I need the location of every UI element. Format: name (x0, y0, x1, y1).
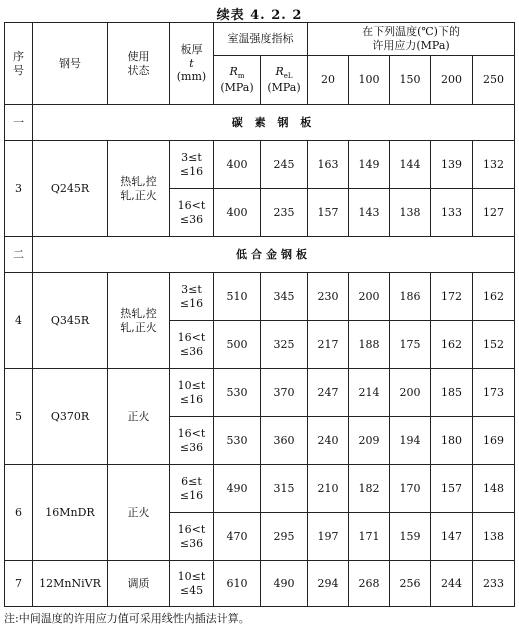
rm-value: 500 (214, 321, 261, 369)
allowable-stress-value: 127 (473, 189, 515, 237)
allowable-stress-table (4, 22, 515, 607)
col-header-rm-symbol: R (229, 65, 238, 79)
thickness-range (170, 417, 214, 465)
allowable-stress-value: 244 (431, 561, 473, 607)
allowable-stress-value: 162 (473, 273, 515, 321)
allowable-stress-value: 172 (431, 273, 473, 321)
allowable-stress-value: 163 (308, 141, 349, 189)
thickness-upper: ≤16 (179, 296, 204, 310)
allowable-stress-value: 170 (390, 465, 431, 513)
col-header-rm-sub: m (237, 72, 245, 81)
allowable-stress-value: 138 (473, 513, 515, 561)
section-row (5, 105, 515, 141)
thickness-lower: 3≤t (181, 282, 202, 296)
col-header-thickness-symbol: t (189, 56, 194, 70)
steel-grade: Q345R (33, 273, 108, 369)
thickness-lower: 16<t (177, 330, 206, 344)
allowable-stress-value: 200 (349, 273, 390, 321)
steel-grade: Q370R (33, 369, 108, 465)
allowable-stress-value: 186 (390, 273, 431, 321)
col-header-no (5, 23, 33, 105)
table-row (5, 273, 515, 321)
rel-value: 245 (261, 141, 308, 189)
rel-value: 345 (261, 273, 308, 321)
thickness-range (170, 513, 214, 561)
col-header-state-line2: 状态 (127, 63, 150, 77)
allowable-stress-value: 188 (349, 321, 390, 369)
allowable-stress-value: 138 (390, 189, 431, 237)
steel-no: 3 (5, 141, 33, 237)
allowable-stress-value: 157 (431, 465, 473, 513)
thickness-lower: 10≤t (177, 378, 206, 392)
thickness-lower: 3≤t (181, 150, 202, 164)
thickness-range (170, 141, 214, 189)
col-header-state-line1: 使用 (127, 49, 150, 63)
thickness-upper: ≤36 (179, 536, 204, 550)
rel-value: 325 (261, 321, 308, 369)
col-header-room-strength: 室温强度指标 (214, 23, 308, 56)
thickness-upper: ≤16 (179, 164, 204, 178)
col-header-no-line2: 号 (13, 63, 24, 77)
steel-grade: 12MnNiVR (33, 561, 108, 607)
col-header-no-line1: 序 (13, 49, 24, 63)
rm-value: 400 (214, 141, 261, 189)
table-row (5, 369, 515, 417)
col-header-temp-150: 150 (390, 56, 431, 105)
allowable-stress-value: 143 (349, 189, 390, 237)
allowable-stress-value: 133 (431, 189, 473, 237)
thickness-lower: 16<t (177, 426, 206, 440)
col-header-temp-20: 20 (308, 56, 349, 105)
rel-value: 295 (261, 513, 308, 561)
allowable-stress-value: 157 (308, 189, 349, 237)
allowable-stress-value: 173 (473, 369, 515, 417)
allowable-stress-value: 214 (349, 369, 390, 417)
allowable-stress-value: 175 (390, 321, 431, 369)
table-footnote: 注:中间温度的许用应力值可采用线性内插法计算。 (4, 612, 250, 625)
col-header-rel-symbol: R (275, 65, 284, 79)
col-header-rel-sub: eL (283, 72, 293, 81)
allowable-stress-value: 180 (431, 417, 473, 465)
rm-value: 470 (214, 513, 261, 561)
allowable-stress-value: 147 (431, 513, 473, 561)
thickness-lower: 6≤t (181, 474, 202, 488)
steel-state: 热轧,控轧,正火 (108, 141, 170, 237)
allowable-stress-value: 182 (349, 465, 390, 513)
allowable-stress-value: 162 (431, 321, 473, 369)
section-index: 二 (5, 237, 33, 273)
section-title: 低合金钢板 (33, 237, 515, 273)
col-header-rel-unit: (MPa) (267, 81, 301, 95)
thickness-upper: ≤36 (179, 212, 204, 226)
rel-value: 315 (261, 465, 308, 513)
col-header-temp-200: 200 (431, 56, 473, 105)
allowable-stress-value: 149 (349, 141, 390, 189)
thickness-upper: ≤16 (179, 488, 204, 502)
table-row (5, 141, 515, 189)
allowable-stress-value: 139 (431, 141, 473, 189)
section-row (5, 237, 515, 273)
rm-value: 530 (214, 369, 261, 417)
col-header-thickness-line1: 板厚 (180, 42, 203, 56)
thickness-lower: 16<t (177, 522, 206, 536)
thickness-range (170, 273, 214, 321)
thickness-range (170, 465, 214, 513)
section-title: 碳 素 钢 板 (33, 105, 515, 141)
steel-state: 调质 (108, 561, 170, 607)
allowable-stress-value: 209 (349, 417, 390, 465)
thickness-upper: ≤45 (179, 583, 204, 597)
allowable-stress-value: 169 (473, 417, 515, 465)
rm-value: 510 (214, 273, 261, 321)
col-header-allowable-line1: 在下列温度(℃)下的 (362, 25, 460, 39)
steel-grade: Q245R (33, 141, 108, 237)
allowable-stress-value: 132 (473, 141, 515, 189)
thickness-range (170, 321, 214, 369)
steel-state: 正火 (108, 465, 170, 561)
steel-no: 6 (5, 465, 33, 561)
table-body (5, 23, 515, 607)
col-header-rm (214, 56, 261, 105)
thickness-lower: 10≤t (177, 569, 206, 583)
allowable-stress-value: 194 (390, 417, 431, 465)
rel-value: 360 (261, 417, 308, 465)
allowable-stress-value: 210 (308, 465, 349, 513)
allowable-stress-value: 233 (473, 561, 515, 607)
col-header-state (108, 23, 170, 105)
rel-value: 370 (261, 369, 308, 417)
steel-grade: 16MnDR (33, 465, 108, 561)
section-index: 一 (5, 105, 33, 141)
steel-state: 正火 (108, 369, 170, 465)
steel-state: 热轧,控轧,正火 (108, 273, 170, 369)
col-header-temp-100: 100 (349, 56, 390, 105)
allowable-stress-value: 148 (473, 465, 515, 513)
allowable-stress-value: 217 (308, 321, 349, 369)
thickness-upper: ≤36 (179, 344, 204, 358)
rm-value: 400 (214, 189, 261, 237)
thickness-upper: ≤16 (179, 392, 204, 406)
allowable-stress-value: 268 (349, 561, 390, 607)
thickness-range (170, 561, 214, 607)
allowable-stress-value: 185 (431, 369, 473, 417)
col-header-thickness-unit: (mm) (176, 70, 207, 84)
rm-value: 490 (214, 465, 261, 513)
allowable-stress-value: 294 (308, 561, 349, 607)
thickness-upper: ≤36 (179, 440, 204, 454)
rel-value: 235 (261, 189, 308, 237)
rm-value: 610 (214, 561, 261, 607)
col-header-thickness (170, 23, 214, 105)
thickness-range (170, 189, 214, 237)
col-header-rel (261, 56, 308, 105)
allowable-stress-value: 230 (308, 273, 349, 321)
table-row (5, 465, 515, 513)
allowable-stress-value: 171 (349, 513, 390, 561)
allowable-stress-value: 200 (390, 369, 431, 417)
col-header-allowable-stress (308, 23, 515, 56)
thickness-lower: 16<t (177, 198, 206, 212)
table-row (5, 561, 515, 607)
col-header-grade: 钢号 (33, 23, 108, 105)
steel-no: 4 (5, 273, 33, 369)
rel-value: 490 (261, 561, 308, 607)
thickness-range (170, 369, 214, 417)
allowable-stress-value: 197 (308, 513, 349, 561)
allowable-stress-value: 159 (390, 513, 431, 561)
allowable-stress-value: 240 (308, 417, 349, 465)
rm-value: 530 (214, 417, 261, 465)
allowable-stress-value: 144 (390, 141, 431, 189)
steel-no: 5 (5, 369, 33, 465)
col-header-temp-250: 250 (473, 56, 515, 105)
allowable-stress-value: 247 (308, 369, 349, 417)
allowable-stress-value: 256 (390, 561, 431, 607)
table-caption: 续表 4. 2. 2 (216, 8, 303, 23)
col-header-rm-unit: (MPa) (220, 81, 254, 95)
col-header-allowable-line2: 许用应力(MPa) (372, 39, 450, 52)
allowable-stress-value: 152 (473, 321, 515, 369)
steel-no: 7 (5, 561, 33, 607)
